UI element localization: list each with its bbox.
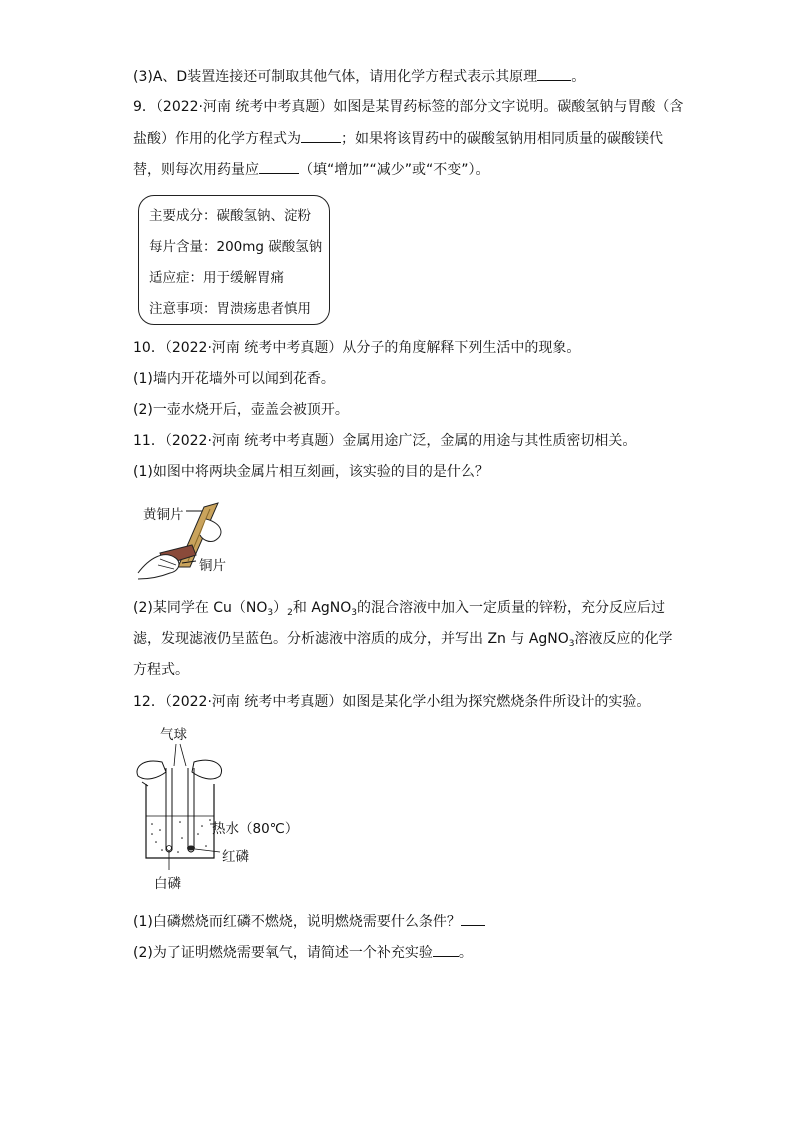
copper-label: 铜片 — [199, 558, 226, 574]
white-phosphorus-label: 白磷 — [154, 876, 181, 892]
q11-part2-line3: 方程式。 — [133, 662, 189, 678]
q12-part1-line: (1)白磷燃烧而红磷不燃烧，说明燃烧需要什么条件？ — [133, 911, 485, 932]
q11-stem: 11．（2022·河南 统考中考真题）金属用途广泛，金属的用途与其性质密切相关。 — [133, 433, 637, 449]
q11-part2-line1: (2)某同学在 $Cu(NO_3)_2$和 AgNO$_3$的混合溶液中加入一定质量的锌粉，充分反应后过 — [133, 600, 666, 618]
answer-blank[interactable] — [537, 66, 571, 81]
answer-blank[interactable] — [259, 159, 299, 174]
label-indication: 适应症：用于缓解胃痛 — [149, 270, 284, 286]
q12-stem: 12．（2022·河南 统考中考真题）如图是某化学小组为探究燃烧条件所设计的实验。 — [133, 694, 651, 710]
q11-part2-line2: 滤，发现滤液仍呈蓝色。分析滤液中溶质的成分，并写出 Zn 与 AgNO$_3$溶液反应的化学 — [133, 631, 673, 649]
brass-label: 黄铜片 — [143, 507, 184, 523]
answer-blank[interactable] — [301, 128, 341, 143]
combustion-experiment-figure — [132, 738, 242, 878]
balloon-label: 气球 — [160, 727, 187, 743]
label-ingredients: 主要成分：碳酸氢钠、淀粉 — [149, 208, 311, 224]
q10-part1: (1)墙内开花墙外可以闻到花香。 — [133, 371, 335, 387]
q12-part2-line: (2)为了证明燃烧需要氧气，请简述一个补充实验 。 — [133, 942, 473, 963]
q9-stem-line2: 盐酸）作用的化学方程式为 ；如果将该胃药中的碳酸氢钠用相同质量的碳酸镁代 — [133, 128, 663, 149]
q8-part3-line: (3)A、D装置连接还可制取其他气体，请用化学方程式表示其原理 。 — [133, 66, 585, 87]
hot-water-label: 热水（80℃） — [212, 821, 299, 837]
answer-blank[interactable] — [433, 942, 459, 957]
q11-part1: (1)如图中将两块金属片相互刻画，该实验的目的是什么？ — [133, 464, 489, 480]
metal-scratch-figure — [130, 495, 230, 585]
answer-blank[interactable] — [461, 911, 485, 926]
medicine-label-box — [138, 195, 330, 325]
q10-part2: (2)一壶水烧开后，壶盖会被顶开。 — [133, 402, 349, 418]
label-content: 每片含量：200mg 碳酸氢钠 — [149, 239, 323, 255]
red-phosphorus-label: 红磷 — [222, 849, 249, 865]
label-caution: 注意事项：胃溃疡患者慎用 — [149, 301, 311, 317]
q10-stem: 10．（2022·河南 统考中考真题）从分子的角度解释下列生活中的现象。 — [133, 340, 581, 356]
q9-stem-line3: 替，则每次用药量应 （填“增加”“减少”或“不变”）。 — [133, 159, 490, 180]
q8-part3-text: (3)A、D装置连接还可制取其他气体，请用化学方程式表示其原理 — [133, 69, 538, 85]
q9-stem-line1: 9．（2022·河南 统考中考真题）如图是某胃药标签的部分文字说明。碳酸氢钠与胃酸（含 — [133, 99, 684, 115]
